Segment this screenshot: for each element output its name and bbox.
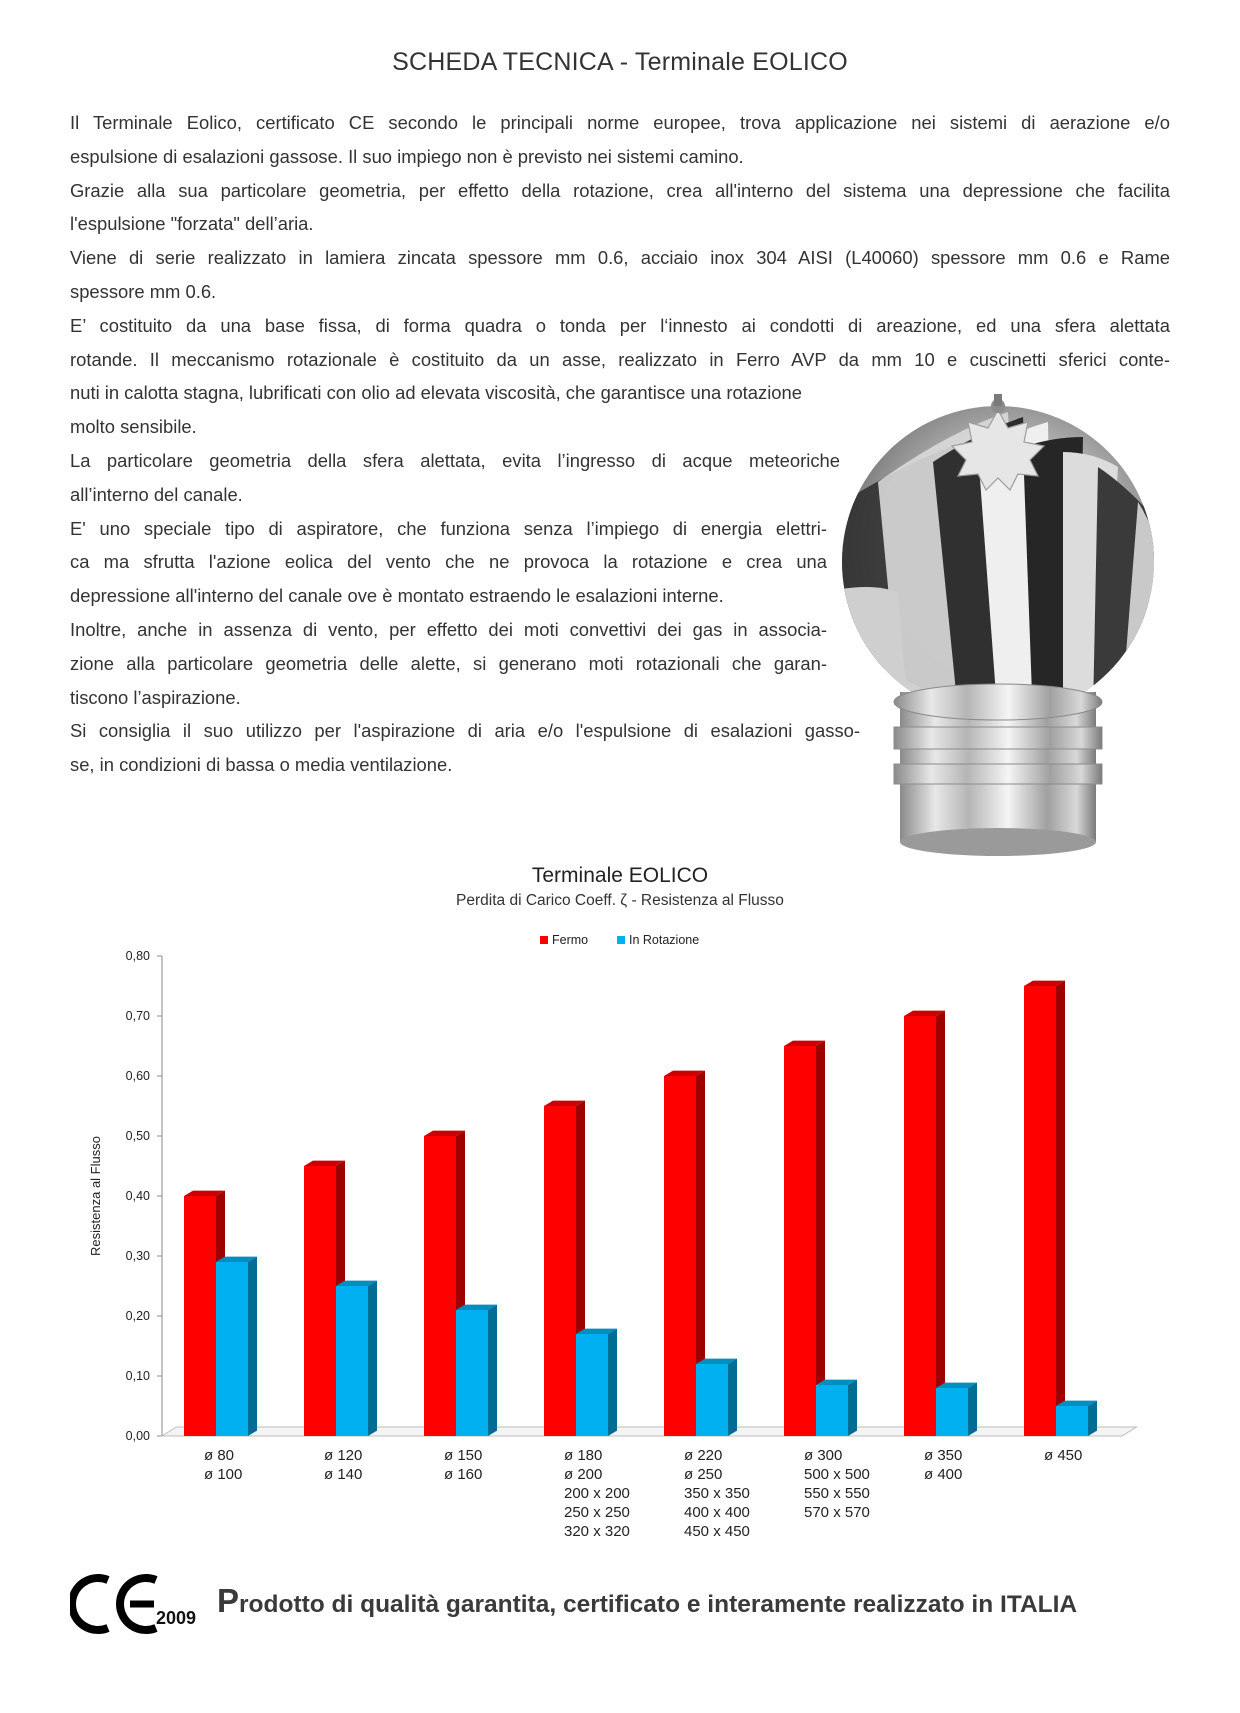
x-tick-label: ø 150 [444, 1447, 483, 1464]
y-tick-label: 0,50 [125, 1129, 150, 1143]
x-tick-label: 250 x 250 [564, 1504, 630, 1521]
text-line: depressione all'interno del canale ove è montato estraendo le esalazioni interne. [70, 585, 724, 607]
bar-side [608, 1329, 617, 1436]
x-tick-label: 550 x 550 [804, 1485, 870, 1502]
x-tick-label: ø 300 [804, 1447, 843, 1464]
text-line: Inoltre, anche in assenza di vento, per effetto dei moti convettivi dei gas in associa- [70, 618, 827, 640]
bar-fermo [304, 1166, 336, 1436]
bar-fermo [544, 1106, 576, 1436]
quality-statement-rest: rodotto di qualità garantita, certificato e interamente realizzato in ITALIA [239, 1591, 1078, 1618]
product-photo [838, 392, 1158, 862]
bar-chart [0, 858, 1240, 1578]
legend-swatch [617, 936, 625, 944]
x-tick-label: ø 80 [204, 1447, 235, 1464]
bar-in-rotazione [936, 1388, 968, 1436]
x-tick-label: ø 400 [924, 1466, 963, 1483]
bar-fermo [784, 1046, 816, 1436]
x-tick-label: 320 x 320 [564, 1523, 630, 1540]
chart-subtitle: Perdita di Carico Coeff. ζ - Resistenza al Flusso [456, 892, 784, 909]
bar-side [1056, 981, 1065, 1436]
quality-statement [217, 1582, 1077, 1620]
text-line: Il Terminale Eolico, certificato CE secondo le principali norme europee, trova applicazione nei sistemi di aerazione e/o [70, 112, 1170, 133]
text-line: E' uno speciale tipo di aspiratore, che funziona senza l’impiego di energia elettri- [70, 517, 827, 539]
text-line: rotande. Il meccanismo rotazionale è costituito da un asse, realizzato in Ferro AVP da mm 10 e cuscinetti sferici conte- [70, 348, 1170, 370]
bar-side [488, 1305, 497, 1436]
bar-side [816, 1041, 825, 1436]
bar-in-rotazione [1056, 1406, 1088, 1436]
x-tick-label: 450 x 450 [684, 1523, 750, 1540]
text-line: Grazie alla sua particolare geometria, per effetto della rotazione, crea all'interno del sistema una depressione che facilita [70, 179, 1170, 201]
text-line: La particolare geometria della sfera alettata, evita l’ingresso di acque meteoriche [70, 449, 840, 471]
bar-in-rotazione [816, 1385, 848, 1436]
text-line: l'espulsione "forzata" dell’aria. [70, 213, 314, 235]
y-tick-label: 0,20 [125, 1309, 150, 1323]
document-title: SCHEDA TECNICA - Terminale EOLICO [392, 48, 848, 76]
x-tick-label: ø 160 [444, 1466, 483, 1483]
text-line: espulsione di esalazioni gassose. Il suo impiego non è previsto nei sistemi camino. [70, 145, 744, 167]
x-tick-label: ø 250 [684, 1466, 723, 1483]
y-tick-label: 0,70 [125, 1009, 150, 1023]
x-tick-label: ø 140 [324, 1466, 363, 1483]
footer [70, 1566, 1180, 1636]
x-tick-label: ø 180 [564, 1447, 603, 1464]
text-line: Viene di serie realizzato in lamiera zincata spessore mm 0.6, acciaio inox 304 AISI (L40060) spessore mm 0.6 e Rame [70, 247, 1170, 269]
bar-fermo [1024, 986, 1056, 1436]
x-tick-label: ø 450 [1044, 1447, 1083, 1464]
y-tick-label: 0,80 [125, 949, 150, 963]
text-line: tiscono l’aspirazione. [70, 686, 241, 708]
text-line: spessore mm 0.6. [70, 280, 217, 302]
text-line: zione alla particolare geometria delle alette, si generano moti rotazionali che garan- [70, 652, 827, 674]
x-tick-label: ø 220 [684, 1447, 723, 1464]
text-line: all’interno del canale. [70, 483, 243, 505]
ce-year: 2009 [156, 1608, 197, 1628]
x-tick-label: ø 200 [564, 1466, 603, 1483]
bar-in-rotazione [576, 1334, 608, 1436]
bar-in-rotazione [216, 1262, 248, 1436]
bar-in-rotazione [456, 1310, 488, 1436]
bar-fermo [184, 1196, 216, 1436]
text-line: se, in condizioni di bassa o media ventilazione. [70, 754, 453, 776]
bar-side [248, 1257, 257, 1436]
bar-side [936, 1011, 945, 1436]
bar-fermo [904, 1016, 936, 1436]
text-line: nuti in calotta stagna, lubrificati con olio ad elevata viscosità, che garantisce una rotazione [70, 382, 802, 404]
text-line: ca ma sfrutta l'azione eolica del vento che ne provoca la rotazione e crea una [70, 551, 827, 573]
y-tick-label: 0,40 [125, 1189, 150, 1203]
bar-side [368, 1281, 377, 1436]
x-tick-label: 400 x 400 [684, 1504, 750, 1521]
chart-title: Terminale EOLICO [531, 864, 709, 887]
bar-side [968, 1383, 977, 1436]
y-tick-label: 0,00 [125, 1429, 150, 1443]
quality-statement-initial: P [217, 1582, 240, 1619]
x-tick-label: 500 x 500 [804, 1466, 870, 1483]
legend-label: In Rotazione [629, 933, 700, 947]
y-tick-label: 0,60 [125, 1069, 150, 1083]
chart-canvas [0, 858, 1240, 1578]
text-line: E’ costituito da una base fissa, di forma quadra o tonda per l‘innesto ai condotti di areazione, ed una sfera alettata [70, 314, 1170, 336]
legend-swatch [540, 936, 548, 944]
ce-mark-logo [70, 1566, 160, 1636]
x-tick-label: 570 x 570 [804, 1504, 870, 1521]
bar-side [728, 1359, 737, 1436]
bar-fermo [664, 1076, 696, 1436]
bar-fermo [424, 1136, 456, 1436]
bar-side [1088, 1401, 1097, 1436]
y-axis-title: Resistenza al Flusso [88, 1136, 103, 1256]
bar-in-rotazione [336, 1286, 368, 1436]
y-tick-label: 0,10 [125, 1369, 150, 1383]
x-tick-label: 350 x 350 [684, 1485, 750, 1502]
x-tick-label: 200 x 200 [564, 1485, 630, 1502]
x-tick-label: ø 350 [924, 1447, 963, 1464]
text-line: molto sensibile. [70, 416, 197, 438]
x-tick-label: ø 120 [324, 1447, 363, 1464]
bar-side [848, 1380, 857, 1436]
x-tick-label: ø 100 [204, 1466, 243, 1483]
legend-label: Fermo [552, 933, 589, 947]
bar-in-rotazione [696, 1364, 728, 1436]
y-tick-label: 0,30 [125, 1249, 150, 1263]
text-line: Si consiglia il suo utilizzo per l'aspirazione di aria e/o l'espulsione di esalazioni gasso- [70, 720, 860, 742]
